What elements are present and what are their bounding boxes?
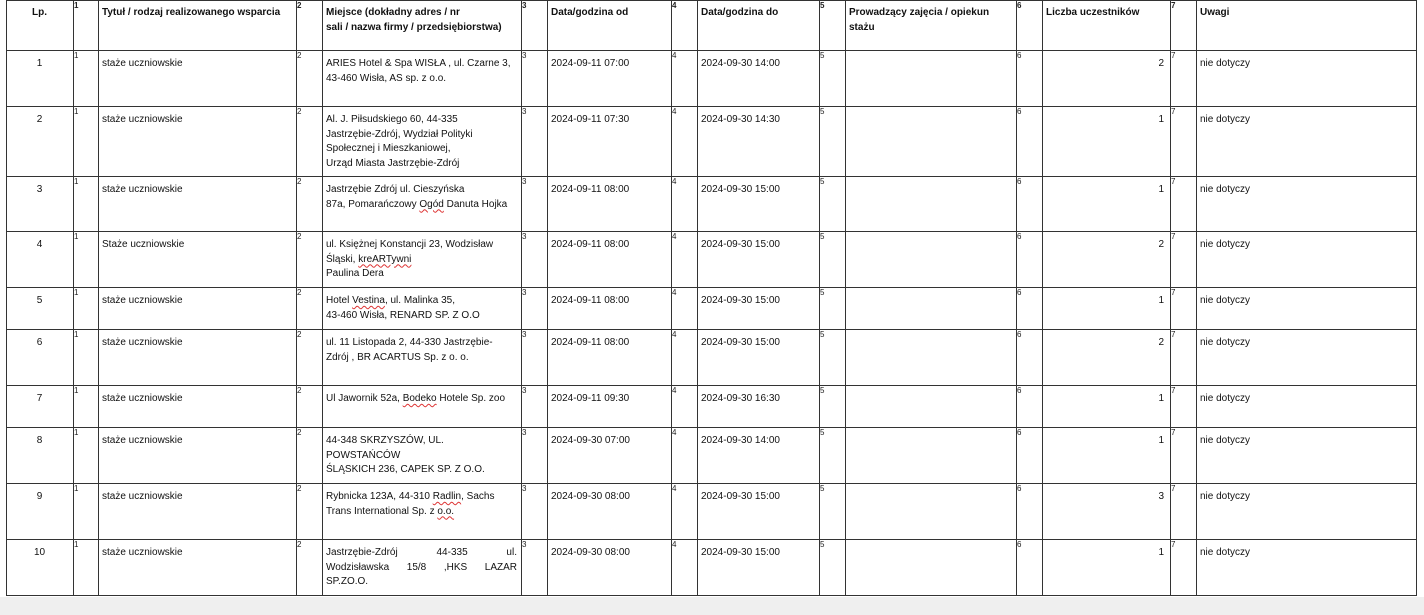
table-row [7, 330, 1417, 386]
row-date-to: 2024-09-30 14:30 [698, 107, 820, 177]
row-date-to: 2024-09-30 15:00 [698, 484, 820, 540]
schedule-table [6, 0, 1417, 596]
row-lp: 4 [7, 232, 74, 288]
place-line: 43-460 Wisła, RENARD SP. Z O.O [326, 309, 480, 321]
col-number: 2 [297, 330, 323, 386]
row-date-to: 2024-09-30 15:00 [698, 330, 820, 386]
col-number: 3 [522, 177, 548, 232]
col-number: 1 [74, 540, 99, 596]
row-notes: nie dotyczy [1197, 288, 1417, 330]
place-line: SP.ZO.O. [326, 576, 369, 587]
row-trainer [846, 386, 1017, 428]
col-number: 1 [74, 51, 99, 107]
row-lp: 5 [7, 288, 74, 330]
row-title: staże uczniowskie [99, 428, 297, 484]
col-number: 5 [820, 51, 846, 107]
col-number: 2 [297, 107, 323, 177]
row-place [323, 484, 522, 540]
row-place [323, 232, 522, 288]
col-number: 4 [672, 540, 698, 596]
col-number: 5 [820, 177, 846, 232]
col-number: 2 [297, 540, 323, 596]
row-title: staże uczniowskie [99, 386, 297, 428]
col-number: 5 [820, 540, 846, 596]
row-date-to: 2024-09-30 14:00 [698, 51, 820, 107]
place-line: ŚLĄSKICH 236, CAPEK SP. Z O.O. [326, 464, 485, 475]
header-col-number: 2 [297, 1, 323, 51]
row-date-from: 2024-09-30 07:00 [548, 428, 672, 484]
col-number: 7 [1171, 288, 1197, 330]
col-number: 7 [1171, 330, 1197, 386]
col-number: 4 [672, 484, 698, 540]
place-line: Urząd Miasta Jastrzębie-Zdrój [326, 157, 460, 169]
col-number: 5 [820, 330, 846, 386]
row-trainer [846, 51, 1017, 107]
col-number: 7 [1171, 107, 1197, 177]
row-participants: 2 [1043, 51, 1171, 107]
row-place [323, 386, 522, 428]
row-date-to: 2024-09-30 15:00 [698, 288, 820, 330]
header-date-from: Data/godzina od [548, 1, 672, 51]
row-trainer [846, 232, 1017, 288]
header-notes: Uwagi [1197, 1, 1417, 51]
row-date-from: 2024-09-30 08:00 [548, 540, 672, 596]
place-line: Wodzisławska 15/8 ,HKS LAZAR [326, 561, 517, 573]
row-participants: 2 [1043, 232, 1171, 288]
row-date-from: 2024-09-11 09:30 [548, 386, 672, 428]
row-date-to: 2024-09-30 15:00 [698, 177, 820, 232]
row-date-to: 2024-09-30 15:00 [698, 540, 820, 596]
place-line: Rybnicka 123A, 44-310 Radlin, Sachs [326, 491, 495, 502]
row-date-from: 2024-09-11 07:00 [548, 51, 672, 107]
row-trainer [846, 288, 1017, 330]
place-line: ul. 11 Listopada 2, 44-330 Jastrzębie- [326, 337, 493, 348]
col-number: 2 [297, 386, 323, 428]
place-line: Jastrzębie-Zdrój 44-335 ul. [326, 547, 517, 558]
col-number: 6 [1017, 51, 1043, 107]
col-number: 6 [1017, 386, 1043, 428]
col-number: 5 [820, 232, 846, 288]
header-col-number: 1 [74, 1, 99, 51]
row-notes: nie dotyczy [1197, 540, 1417, 596]
place-line: Zdrój , BR ACARTUS Sp. z o. o. [326, 351, 469, 363]
col-number: 6 [1017, 540, 1043, 596]
table-row [7, 428, 1417, 484]
col-number: 4 [672, 51, 698, 107]
header-col-number: 5 [820, 1, 846, 51]
row-place [323, 288, 522, 330]
col-number: 3 [522, 232, 548, 288]
table-row [7, 232, 1417, 288]
row-participants: 1 [1043, 428, 1171, 484]
col-number: 4 [672, 177, 698, 232]
row-place [323, 330, 522, 386]
header-col-number: 4 [672, 1, 698, 51]
row-lp: 6 [7, 330, 74, 386]
col-number: 3 [522, 484, 548, 540]
col-number: 1 [74, 428, 99, 484]
table-row [7, 107, 1417, 177]
table-row [7, 386, 1417, 428]
header-row [7, 1, 1417, 51]
col-number: 2 [297, 51, 323, 107]
place-line: Jastrzębie-Zdrój, Wydział Polityki [326, 128, 473, 140]
row-place [323, 177, 522, 232]
row-lp: 9 [7, 484, 74, 540]
table-row [7, 288, 1417, 330]
col-number: 3 [522, 107, 548, 177]
header-title: Tytuł / rodzaj realizowanego wsparcia [99, 1, 297, 51]
col-number: 1 [74, 484, 99, 540]
row-notes: nie dotyczy [1197, 232, 1417, 288]
table-row [7, 177, 1417, 232]
row-participants: 1 [1043, 107, 1171, 177]
row-lp: 1 [7, 51, 74, 107]
col-number: 7 [1171, 540, 1197, 596]
col-number: 4 [672, 232, 698, 288]
header-place-line: Miejsce (dokładny adres / nr [326, 7, 460, 18]
header-trainer: Prowadzący zajęcia / opiekun stażu [846, 1, 1017, 51]
row-date-from: 2024-09-11 08:00 [548, 330, 672, 386]
col-number: 5 [820, 107, 846, 177]
row-lp: 2 [7, 107, 74, 177]
col-number: 1 [74, 107, 99, 177]
header-date-to: Data/godzina do [698, 1, 820, 51]
col-number: 1 [74, 288, 99, 330]
row-date-from: 2024-09-11 08:00 [548, 232, 672, 288]
place-line: 43-460 Wisła, AS sp. z o.o. [326, 72, 447, 84]
col-number: 7 [1171, 386, 1197, 428]
header-place [323, 1, 522, 51]
row-notes: nie dotyczy [1197, 484, 1417, 540]
header-place-line: sali / nazwa firmy / przedsiębiorstwa) [326, 22, 502, 33]
col-number: 3 [522, 288, 548, 330]
row-notes: nie dotyczy [1197, 51, 1417, 107]
col-number: 5 [820, 428, 846, 484]
col-number: 2 [297, 288, 323, 330]
header-col-number: 6 [1017, 1, 1043, 51]
row-place [323, 540, 522, 596]
row-date-from: 2024-09-11 07:30 [548, 107, 672, 177]
row-date-to: 2024-09-30 16:30 [698, 386, 820, 428]
row-date-to: 2024-09-30 14:00 [698, 428, 820, 484]
row-notes: nie dotyczy [1197, 428, 1417, 484]
row-place [323, 107, 522, 177]
place-line: Ul Jawornik 52a, Bodeko Hotele Sp. zoo [326, 393, 505, 404]
col-number: 5 [820, 386, 846, 428]
row-lp: 8 [7, 428, 74, 484]
page-footer-strip [0, 597, 1424, 615]
col-number: 3 [522, 51, 548, 107]
col-number: 3 [522, 386, 548, 428]
col-number: 4 [672, 107, 698, 177]
col-number: 7 [1171, 428, 1197, 484]
row-lp: 10 [7, 540, 74, 596]
row-title: staże uczniowskie [99, 540, 297, 596]
table-body [7, 51, 1417, 596]
col-number: 7 [1171, 177, 1197, 232]
place-line: Jastrzębie Zdrój ul. Cieszyńska [326, 184, 465, 195]
row-lp: 7 [7, 386, 74, 428]
col-number: 6 [1017, 177, 1043, 232]
table-row [7, 540, 1417, 596]
header-participants: Liczba uczestników [1043, 1, 1171, 51]
col-number: 6 [1017, 232, 1043, 288]
row-trainer [846, 330, 1017, 386]
row-participants: 1 [1043, 386, 1171, 428]
row-title: staże uczniowskie [99, 51, 297, 107]
row-title: staże uczniowskie [99, 484, 297, 540]
row-participants: 2 [1043, 330, 1171, 386]
row-place [323, 51, 522, 107]
col-number: 5 [820, 484, 846, 540]
row-trainer [846, 177, 1017, 232]
row-date-from: 2024-09-30 08:00 [548, 484, 672, 540]
place-line: Społecznej i Mieszkaniowej, [326, 143, 451, 154]
row-date-from: 2024-09-11 08:00 [548, 177, 672, 232]
row-participants: 3 [1043, 484, 1171, 540]
header-col-number: 7 [1171, 1, 1197, 51]
col-number: 2 [297, 232, 323, 288]
place-line: Hotel Vestina, ul. Malinka 35, [326, 295, 455, 306]
col-number: 1 [74, 232, 99, 288]
place-line: Śląski, kreARTywni [326, 253, 412, 265]
place-line: ARIES Hotel & Spa WISŁA , ul. Czarne 3, [326, 58, 511, 69]
col-number: 7 [1171, 484, 1197, 540]
col-number: 4 [672, 288, 698, 330]
col-number: 2 [297, 177, 323, 232]
col-number: 3 [522, 428, 548, 484]
place-line: 44-348 SKRZYSZÓW, UL. POWSTAŃCÓW [326, 435, 444, 461]
row-participants: 1 [1043, 288, 1171, 330]
col-number: 4 [672, 386, 698, 428]
row-notes: nie dotyczy [1197, 386, 1417, 428]
row-date-to: 2024-09-30 15:00 [698, 232, 820, 288]
col-number: 7 [1171, 232, 1197, 288]
col-number: 6 [1017, 484, 1043, 540]
col-number: 1 [74, 330, 99, 386]
row-trainer [846, 484, 1017, 540]
col-number: 1 [74, 177, 99, 232]
row-trainer [846, 107, 1017, 177]
col-number: 6 [1017, 107, 1043, 177]
row-date-from: 2024-09-11 08:00 [548, 288, 672, 330]
col-number: 1 [74, 386, 99, 428]
col-number: 3 [522, 540, 548, 596]
row-title: Staże uczniowskie [99, 232, 297, 288]
row-title: staże uczniowskie [99, 288, 297, 330]
table-row [7, 51, 1417, 107]
row-participants: 1 [1043, 177, 1171, 232]
row-notes: nie dotyczy [1197, 107, 1417, 177]
col-number: 6 [1017, 428, 1043, 484]
row-title: staże uczniowskie [99, 330, 297, 386]
row-title: staże uczniowskie [99, 107, 297, 177]
col-number: 6 [1017, 330, 1043, 386]
table-row [7, 484, 1417, 540]
col-number: 3 [522, 330, 548, 386]
header-col-number: 3 [522, 1, 548, 51]
col-number: 2 [297, 484, 323, 540]
col-number: 6 [1017, 288, 1043, 330]
row-trainer [846, 540, 1017, 596]
row-lp: 3 [7, 177, 74, 232]
col-number: 7 [1171, 51, 1197, 107]
row-place [323, 428, 522, 484]
col-number: 4 [672, 330, 698, 386]
place-line: Al. J. Piłsudskiego 60, 44-335 [326, 114, 458, 125]
place-line: ul. Księżnej Konstancji 23, Wodzisław [326, 239, 494, 250]
row-notes: nie dotyczy [1197, 330, 1417, 386]
col-number: 2 [297, 428, 323, 484]
place-line: Trans International Sp. z o.o. [326, 505, 455, 517]
row-title: staże uczniowskie [99, 177, 297, 232]
place-line: 87a, Pomarańczowy Ogód Danuta Hojka [326, 198, 508, 210]
place-line: Paulina Dera [326, 268, 384, 279]
row-notes: nie dotyczy [1197, 177, 1417, 232]
col-number: 5 [820, 288, 846, 330]
row-trainer [846, 428, 1017, 484]
row-participants: 1 [1043, 540, 1171, 596]
col-number: 4 [672, 428, 698, 484]
header-lp: Lp. [7, 1, 74, 51]
